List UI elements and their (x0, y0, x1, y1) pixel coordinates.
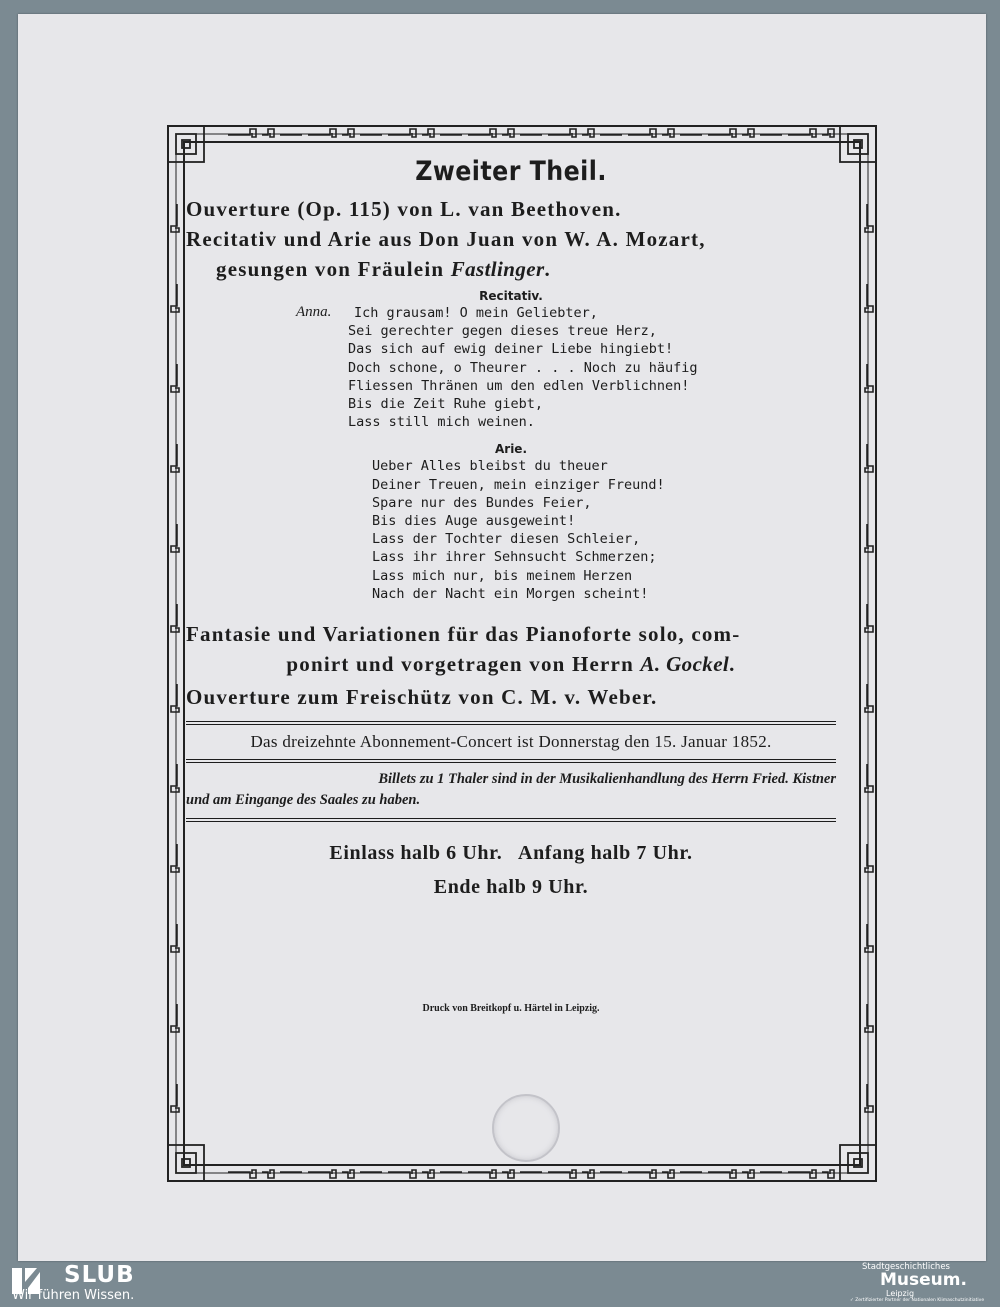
slub-branding (12, 1262, 312, 1307)
arie-line: Nach der Nacht ein Morgen scheint! (372, 585, 649, 602)
recitativ-line: Bis die Zeit Ruhe giebt, (348, 396, 544, 413)
museum-name: Museum. (880, 1270, 967, 1290)
arie-line: Deiner Treuen, mein einziger Freund! (372, 476, 665, 493)
singer-name: Fastlinger (450, 257, 545, 281)
museum-line: Stadtgeschichtliches (862, 1262, 950, 1272)
arie-line: Lass der Tochter diesen Schleier, (372, 531, 641, 548)
recitativ-line: Sei gerechter gegen dieses treue Herz, (348, 323, 657, 340)
ticket-info-line: Billets zu 1 Thaler sind in der Musikalienhandlung des Herrn Fried. Kistner (378, 771, 836, 788)
performer-prefix: ponirt und vorgetragen von Herrn (286, 652, 641, 677)
program-item-mozart-singer (186, 254, 836, 284)
arie-line: Lass ihr ihrer Sehnsucht Schmerzen; (372, 549, 657, 566)
singer-prefix: gesungen von Fräulein (216, 257, 451, 281)
performer-name: A. Gockel (640, 652, 730, 677)
performer-suffix: . (729, 652, 736, 677)
section-title: Zweiter Theil. (415, 156, 607, 187)
next-concert-notice: Das dreizehnte Abonnement-Concert ist Donnerstag den 15. Januar 1852. (250, 732, 772, 752)
recitativ-line: Doch schone, o Theurer . . . Noch zu häufig (348, 359, 698, 376)
admission-times: Einlass halb 6 Uhr. Anfang halb 7 Uhr. (329, 842, 693, 865)
recitativ-line: Lass still mich weinen. (348, 414, 535, 431)
recitativ-speaker: Anna. (296, 304, 332, 320)
program-item-weber: Ouverture zum Freischütz von C. M. v. Weber. (186, 685, 658, 710)
recitativ-line: Fliessen Thränen um den edlen Verblichnen! (348, 377, 690, 394)
recitativ-heading: Recitativ. (479, 289, 543, 303)
museum-partner-note: ✓ Zertifizierter Partner der Nationalen Klimaschutzinitiative (850, 1298, 985, 1303)
museum-city: Leipzig (886, 1289, 915, 1298)
slub-tagline: Wir führen Wissen. (12, 1288, 135, 1303)
ticket-info-line: und am Eingange des Saales zu haben. (186, 792, 421, 809)
recitativ-line: Ich grausam! O mein Geliebter, (354, 305, 598, 321)
divider-rule (186, 759, 836, 763)
arie-line: Spare nur des Bundes Feier, (372, 494, 592, 511)
embossed-stamp-icon (492, 1094, 560, 1162)
ticket-info (186, 769, 836, 811)
arie-line: Ueber Alles bleibst du theuer (372, 458, 608, 475)
program-item-fantasie-performer (186, 649, 836, 679)
end-time: Ende halb 9 Uhr. (433, 876, 589, 899)
museum-branding (850, 1262, 990, 1307)
printer-imprint: Druck von Breitkopf u. Härtel in Leipzig. (422, 1003, 600, 1014)
program-item-mozart: Recitativ und Arie aus Don Juan von W. A. Mozart, (186, 227, 706, 251)
arie-verse (186, 457, 836, 603)
program-item-fantasie: Fantasie und Variationen für das Pianoforte solo, com- (186, 622, 741, 647)
divider-rule (186, 818, 836, 822)
recitativ-verse (186, 304, 836, 431)
recitativ-line: Das sich auf ewig deiner Liebe hingiebt! (348, 341, 674, 358)
singer-suffix: . (544, 257, 551, 281)
program-item-beethoven: Ouverture (Op. 115) von L. van Beethoven. (186, 197, 622, 221)
arie-line: Lass mich nur, bis meinem Herzen (372, 567, 633, 584)
program-content (186, 150, 836, 904)
arie-heading: Arie. (494, 442, 527, 457)
arie-line: Bis dies Auge ausgeweint! (372, 513, 576, 530)
slub-name: SLUB (64, 1262, 135, 1288)
